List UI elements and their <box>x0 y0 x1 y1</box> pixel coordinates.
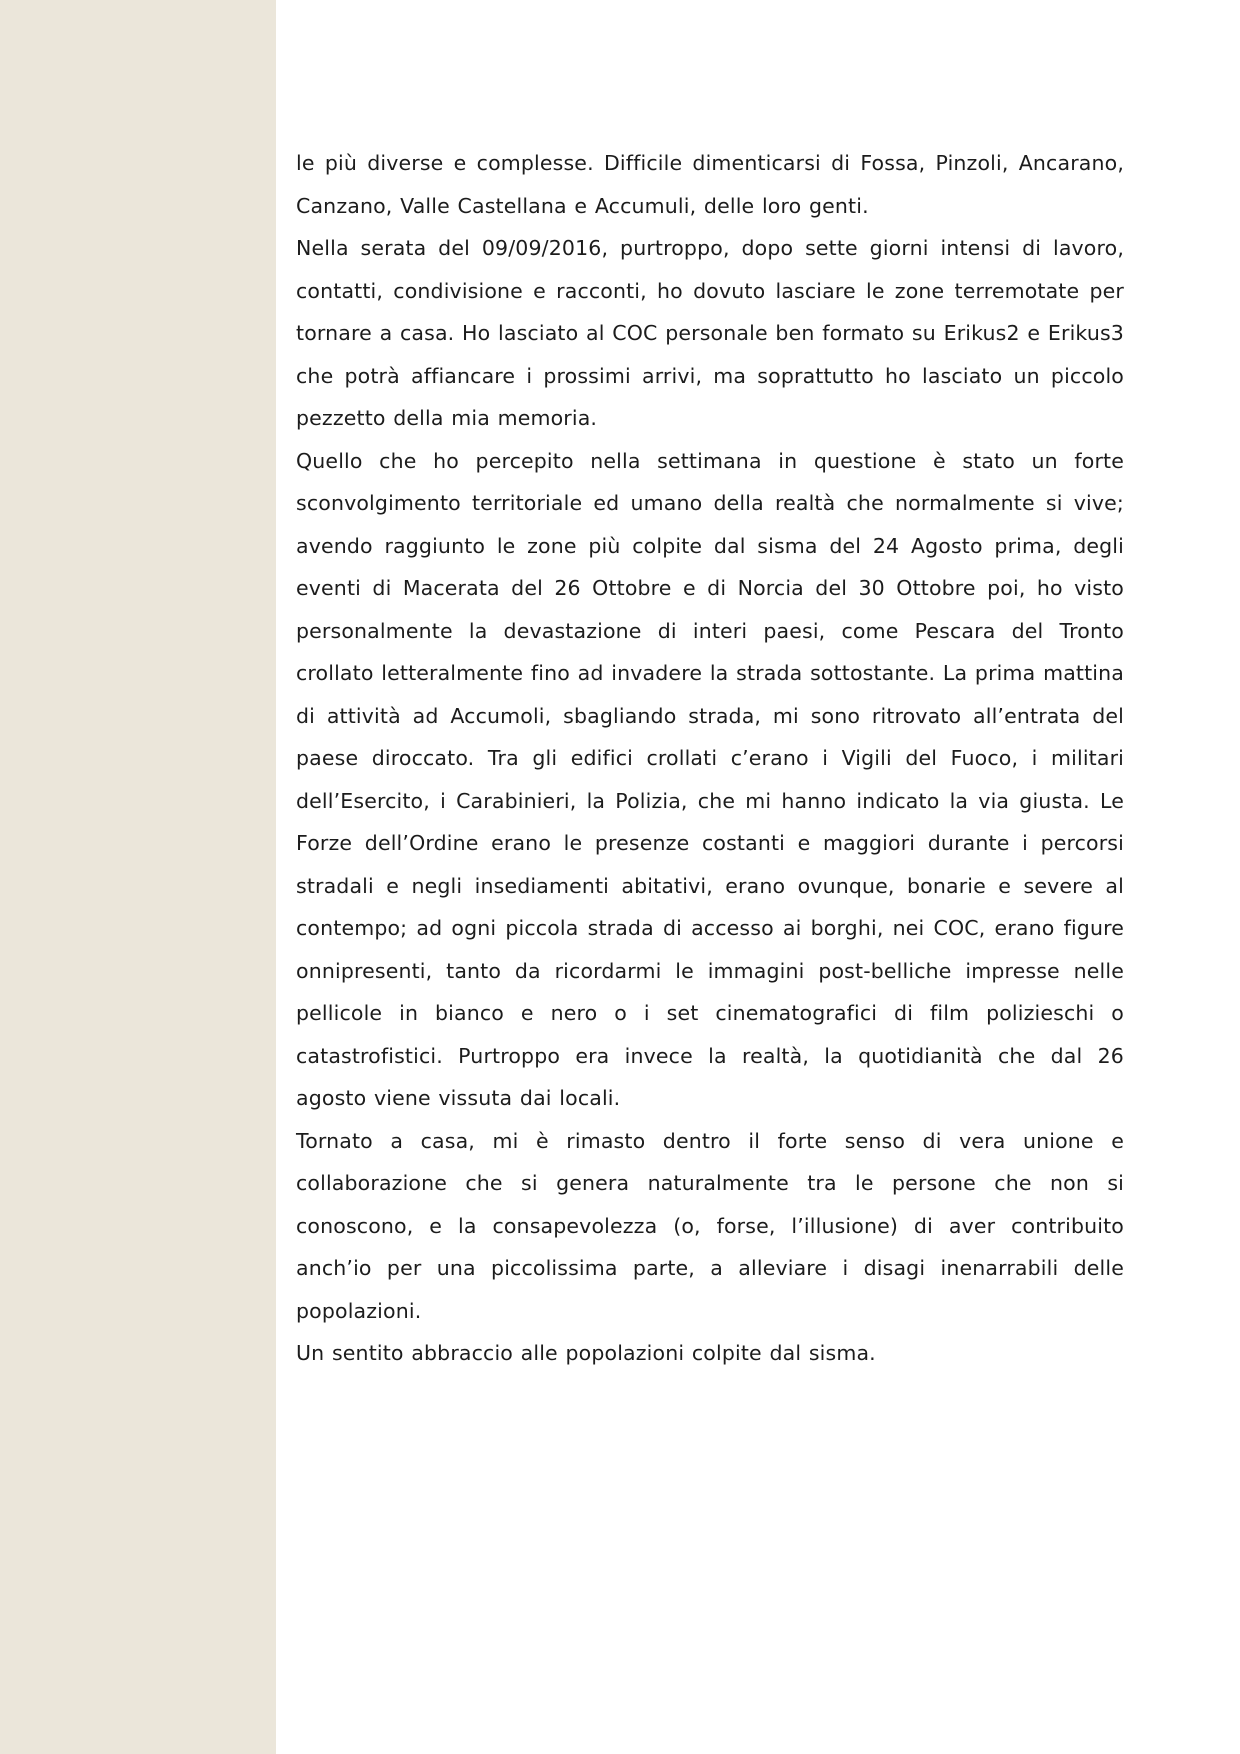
paragraph-2: Nella serata del 09/09/2016, purtroppo, dopo sette giorni intensi di lavoro, contatti, condivisione e racconti, ho dovuto lasciare le zone terremotate per tornare a casa. Ho lasciato al COC personale ben formato su Erikus2 e Erikus3 che potrà affiancare i prossimi arrivi, ma soprattutto ho lasciato un piccolo pezzetto della mia memoria. <box>296 236 1124 430</box>
paragraph-5: Un sentito abbraccio alle popolazioni colpite dal sisma. <box>296 1341 876 1365</box>
document-body <box>296 142 1124 1375</box>
paragraph-3: Quello che ho percepito nella settimana in questione è stato un forte sconvolgimento territoriale ed umano della realtà che normalmente si vive; avendo raggiunto le zone più colpite dal sisma del 24 Agosto prima, degli eventi di Macerata del 26 Ottobre e di Norcia del 30 Ottobre poi, ho visto personalmente la devastazione di interi paesi, come Pescara del Tronto crollato letteralmente fino ad invadere la strada sottostante. La prima mattina di attività ad Accumoli, sbagliando strada, mi sono ritrovato all’entrata del paese diroccato. Tra gli edifici crollati c’erano i Vigili del Fuoco, i militari dell’Esercito, i Carabinieri, la Polizia, che mi hanno indicato la via giusta. Le Forze dell’Ordine erano le presenze costanti e maggiori durante i percorsi stradali e negli insediamenti abitativi, erano ovunque, bonarie e severe al contempo; ad ogni piccola strada di accesso ai borghi, nei COC, erano figure onnipresenti, tanto da ricordarmi le immagini post-belliche impresse nelle pellicole in bianco e nero o i set cinematografici di film polizieschi o catastrofistici. Purtroppo era invece la realtà, la quotidianità che dal 26 agosto viene vissuta dai locali. <box>296 448 1124 1110</box>
paragraph-4: Tornato a casa, mi è rimasto dentro il forte senso di vera unione e collaborazione che si genera naturalmente tra le persone che non si conoscono, e la consapevolezza (o, forse, l’illusione) di aver contribuito anch’io per una piccolissima parte, a alleviare i disagi inenarrabili delle popolazioni. <box>296 1128 1124 1323</box>
page-sidebar-band <box>0 0 276 1754</box>
paragraph-1: le più diverse e complesse. Difficile dimenticarsi di Fossa, Pinzoli, Ancarano, Canzano, Valle Castellana e Accumuli, delle loro genti. <box>296 151 1124 218</box>
